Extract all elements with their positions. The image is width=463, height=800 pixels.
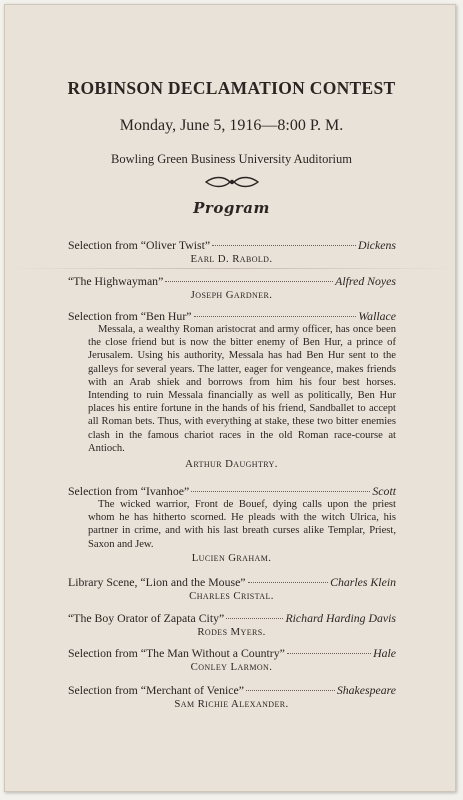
selection-title: “The Highwayman” xyxy=(68,274,164,288)
author-name: Shakespeare xyxy=(336,683,396,697)
program-item-zapata-city xyxy=(68,611,396,626)
author-name: Hale xyxy=(373,646,396,660)
selection-title: Selection from “Oliver Twist” xyxy=(68,238,211,252)
event-venue: Bowling Green Business University Auditorium xyxy=(111,152,352,166)
program-item-merchant-of-venice xyxy=(68,683,396,698)
author-name: Alfred Noyes xyxy=(335,274,396,288)
selection-title: Selection from “The Man Without a Country” xyxy=(68,646,285,660)
leader-dots xyxy=(194,316,357,317)
program-heading: Program xyxy=(193,199,270,217)
synopsis-text: The wicked warrior, Front de Bouef, dying calls upon the priest whom he has hitherto scorned. He pleads with the witch Ulrica, his partner in crime, and with his last breath curses alike Templar, Priest, Saxon and Jew. xyxy=(88,499,396,550)
ornament-divider-icon xyxy=(204,176,260,188)
program-item-man-without-country xyxy=(68,646,396,661)
selection-title: Library Scene, “Lion and the Mouse” xyxy=(68,575,246,589)
performer-name: Joseph Gardner. xyxy=(190,289,273,301)
leader-dots xyxy=(165,281,333,282)
page-title: ROBINSON DECLAMATION CONTEST xyxy=(67,78,396,98)
performer-name: Sam Richie Alexander. xyxy=(174,698,289,710)
performer-name: Earl D. Rabold. xyxy=(190,253,273,265)
author-name: Richard Harding Davis xyxy=(285,611,396,625)
paper-fold-crease xyxy=(6,268,457,269)
event-date: Monday, June 5, 1916—8:00 P. M. xyxy=(119,117,344,134)
synopsis-text: Messala, a wealthy Roman aristocrat and army officer, has once been the close friend but is now the bitter enemy of Ben Hur, a prince of Jerusalem. Using his authority, Messala has had Ben Hur sent to the galleys for several years. The latter, eager for vengeance, makes friends with an Arab shiek and borrows from him his four best horses. Intending to ruin Messala financially as well as politically, Ben Hur places his entire fortune in the hands of his friend, Sandballet to accept all Roman bets. Thus, with everything at stake, these two bitter enemies clash in the famous chariot races in the old Roman race-course at Antioch. xyxy=(88,324,396,454)
leader-dots xyxy=(287,653,371,654)
leader-dots xyxy=(226,618,283,619)
performer-name: Lucien Graham. xyxy=(191,552,272,564)
program-item-highwayman xyxy=(68,274,396,289)
program-item-ivanhoe xyxy=(68,484,396,499)
leader-dots xyxy=(246,690,335,691)
program-item-oliver-twist xyxy=(68,238,396,253)
leader-dots xyxy=(212,245,356,246)
selection-title: Selection from “Merchant of Venice” xyxy=(68,683,245,697)
selection-title: Selection from “Ben Hur” xyxy=(68,309,192,323)
author-name: Charles Klein xyxy=(330,575,396,589)
leader-dots xyxy=(248,582,329,583)
leader-dots xyxy=(191,491,370,492)
performer-name: Rodes Myers. xyxy=(197,626,266,638)
selection-title: “The Boy Orator of Zapata City” xyxy=(68,611,225,625)
performer-name: Conley Larmon. xyxy=(190,661,273,673)
performer-name: Arthur Daughtry. xyxy=(185,458,278,470)
author-name: Dickens xyxy=(358,238,396,252)
selection-title: Selection from “Ivanhoe” xyxy=(68,484,190,498)
performer-name: Charles Cristal. xyxy=(189,590,274,602)
program-item-ben-hur xyxy=(68,309,396,324)
author-name: Scott xyxy=(372,484,396,498)
author-name: Wallace xyxy=(358,309,396,323)
program-item-lion-and-mouse xyxy=(68,575,396,590)
